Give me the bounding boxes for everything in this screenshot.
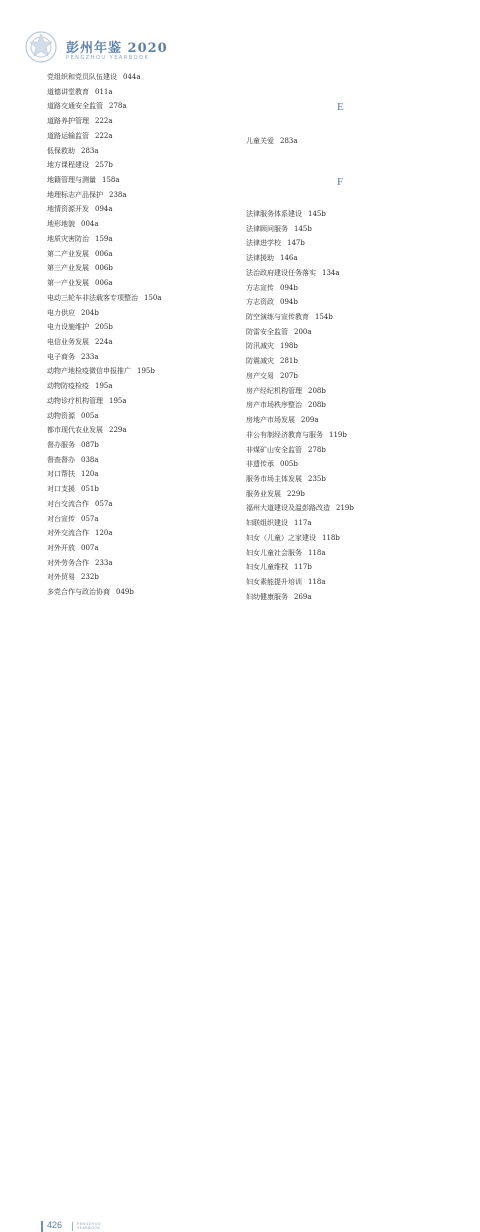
index-entry-page-code: 119b	[329, 430, 347, 439]
index-entry-term: 党组织和党员队伍建设	[47, 73, 117, 81]
index-entry-term: 督查督办	[47, 455, 75, 464]
index-entry	[47, 412, 99, 421]
index-entry-page-code: 011a	[95, 87, 113, 96]
index-entry-term: 妇女（儿童）之家建设	[246, 533, 316, 542]
index-entry	[47, 544, 99, 553]
index-entry-page-code: 233a	[95, 558, 113, 567]
index-entry-term: 对台宣传	[47, 514, 75, 523]
index-entry	[246, 578, 326, 587]
index-entry	[47, 588, 134, 597]
index-entry	[47, 470, 99, 479]
page-header-subtitle: PENGZHOU YEARBOOK	[66, 55, 150, 61]
index-entry-term: 房产经纪机构管理	[246, 386, 302, 395]
index-entry	[246, 504, 354, 513]
index-entry	[246, 269, 340, 278]
page-number: 426	[47, 1220, 63, 1230]
index-entry	[47, 397, 127, 406]
index-entry-page-code: 094a	[95, 205, 113, 214]
index-entry-term: 防雷安全监管	[246, 327, 288, 336]
index-entry-term: 电力设施维护	[47, 323, 89, 332]
index-entry-page-code: 147b	[287, 239, 305, 248]
index-entry	[47, 485, 99, 494]
index-entry-term: 地方课程建设	[47, 161, 89, 170]
index-entry-page-code: 200a	[294, 327, 312, 336]
index-entry-term: 第一产业发展	[47, 279, 89, 288]
index-entry-page-code: 049b	[116, 588, 134, 597]
index-entry	[47, 88, 113, 97]
index-entry-term: 动物产地检疫微信申报推广	[47, 367, 131, 376]
index-entry	[246, 254, 298, 263]
index-entry	[246, 460, 298, 469]
index-entry-page-code: 198b	[280, 342, 298, 351]
index-entry-term: 妇女儿童维权	[246, 563, 288, 572]
footer-yearbook-mark: PENGZHOU YEARBOOK	[77, 1222, 101, 1230]
index-entry	[47, 441, 99, 450]
index-entry-page-code: 159a	[95, 234, 113, 243]
index-entry-page-code: 195a	[109, 396, 127, 405]
index-entry-term: 对台交流合作	[47, 499, 89, 508]
index-entry-term: 地质灾害防治	[47, 234, 89, 243]
index-entry-term: 低保救助	[47, 146, 75, 155]
index-entry-term: 非遗传承	[246, 460, 274, 469]
index-entry	[47, 529, 113, 538]
index-entry	[246, 490, 305, 499]
index-entry	[246, 137, 298, 146]
index-entry-term: 都市现代农业发展	[47, 426, 103, 435]
index-entry-term: 房产交易	[246, 371, 274, 380]
index-entry	[47, 367, 155, 376]
index-entry	[246, 593, 312, 602]
index-entry-term: 法治政府建设任务落实	[246, 268, 316, 277]
index-entry	[47, 235, 113, 244]
index-entry	[246, 563, 312, 572]
index-entry	[47, 500, 113, 509]
index-entry	[47, 559, 113, 568]
index-entry-term: 妇女素能提升培训	[246, 578, 302, 586]
index-entry-term: 动物防疫检疫	[47, 382, 89, 391]
index-entry-page-code: 146a	[280, 254, 298, 263]
index-entry-page-code: 094b	[280, 283, 298, 292]
index-entry	[246, 239, 305, 248]
index-entry-page-code: 158a	[102, 176, 120, 185]
index-entry-page-code: 118a	[308, 578, 326, 586]
section-letter-f: F	[337, 176, 344, 188]
index-entry-page-code: 222a	[95, 131, 113, 140]
index-entry-term: 妇联组织建设	[246, 519, 288, 528]
index-entry-page-code: 094b	[280, 298, 298, 307]
index-entry	[47, 382, 113, 391]
index-entry-term: 方志宣传	[246, 283, 274, 292]
index-entry-term: 防汛减灾	[246, 342, 274, 351]
index-entry-term: 房产市场秩序整治	[246, 401, 302, 410]
index-entry-term: 非煤矿山安全监管	[246, 445, 302, 454]
index-entry-page-code: 195a	[95, 382, 113, 391]
index-entry	[47, 309, 99, 318]
index-entry-term: 对外贸易	[47, 573, 75, 582]
index-entry-page-code: 208b	[308, 401, 326, 410]
index-entry	[246, 549, 326, 558]
index-entry	[47, 147, 99, 156]
index-entry-page-code: 150a	[144, 293, 162, 302]
index-entry	[246, 475, 326, 484]
index-entry-page-code: 233a	[81, 352, 99, 361]
index-entry	[47, 132, 113, 141]
index-entry-term: 电信业务发展	[47, 337, 89, 346]
index-entry	[47, 353, 99, 362]
index-entry	[47, 573, 99, 582]
index-entry-page-code: 134a	[322, 268, 340, 277]
index-entry-page-code: 222a	[95, 117, 113, 126]
index-entry-page-code: 195b	[137, 367, 155, 376]
index-entry	[47, 426, 127, 435]
index-entry	[47, 456, 99, 465]
index-entry-page-code: 007a	[81, 544, 99, 553]
index-entry-page-code: 238a	[109, 190, 127, 199]
index-entry-page-code: 154b	[315, 313, 333, 322]
index-entry	[246, 298, 298, 307]
index-entry	[47, 264, 113, 273]
index-entry	[47, 279, 113, 288]
index-entry-page-code: 120a	[81, 470, 99, 479]
index-entry	[47, 176, 120, 185]
page-footer	[0, 610, 480, 1230]
index-entry-term: 多党合作与政治协商	[47, 588, 110, 597]
index-entry	[47, 250, 113, 259]
index-entry-page-code: 120a	[95, 529, 113, 538]
index-entry-page-code: 044a	[123, 73, 141, 81]
index-entry-page-code: 118a	[308, 548, 326, 557]
index-entry-term: 法律进学校	[246, 239, 281, 248]
index-entry-term: 地形地貌	[47, 220, 75, 229]
index-entry-page-code: 209a	[301, 416, 319, 425]
index-entry-term: 电子商务	[47, 352, 75, 361]
page-header	[0, 0, 480, 60]
index-entry-page-code: 038a	[81, 455, 99, 464]
index-entry-page-code: 229a	[109, 426, 127, 435]
index-entry-page-code: 278a	[109, 102, 127, 111]
index-entry-term: 防震减灾	[246, 357, 274, 366]
index-entry-term: 服务业发展	[246, 489, 281, 498]
index-entry	[246, 534, 340, 543]
index-entry	[47, 117, 113, 126]
footer-accent-bar	[41, 1221, 43, 1232]
index-entry-page-code: 269a	[294, 592, 312, 601]
index-entry-page-code: 232b	[81, 573, 99, 582]
index-entry-term: 电动三轮车非法载客专项整治	[47, 293, 138, 302]
index-entry-page-code: 006a	[95, 279, 113, 288]
index-entry	[246, 446, 326, 455]
index-entry-term: 防空演练与宣传教育	[246, 313, 309, 322]
index-entry-page-code: 205b	[95, 323, 113, 332]
index-entry-term: 对外交流合作	[47, 529, 89, 538]
index-entry	[246, 401, 326, 410]
index-entry	[246, 416, 319, 425]
index-entry	[246, 313, 333, 322]
index-entry-page-code: 005b	[280, 460, 298, 469]
index-entry	[246, 387, 326, 396]
index-entry	[47, 323, 113, 332]
footer-divider	[72, 1222, 73, 1231]
index-entry-term: 法律援助	[246, 254, 274, 263]
index-entry	[47, 73, 141, 82]
index-entry-page-code: 004a	[81, 220, 99, 229]
index-entry-term: 法律顾问服务	[246, 224, 288, 233]
index-entry-term: 服务市场主体发展	[246, 474, 302, 483]
index-entry-page-code: 204b	[81, 308, 99, 317]
index-entry-term: 第三产业发展	[47, 264, 89, 273]
index-entry-term: 房地产市场发展	[246, 416, 295, 425]
index-entry-term: 动物资源	[47, 411, 75, 420]
index-entry-page-code: 229b	[287, 489, 305, 498]
index-entry-page-code: 118b	[322, 533, 340, 542]
index-entry-page-code: 283a	[280, 137, 298, 145]
index-entry-term: 方志资政	[246, 298, 274, 307]
index-entry	[246, 284, 298, 293]
index-entry-page-code: 057a	[81, 514, 99, 523]
index-entry-term: 道路运输监管	[47, 131, 89, 140]
index-entry	[47, 191, 127, 200]
page-header-title: 彭州年鉴 2020	[66, 41, 168, 56]
index-entry-page-code: 219b	[336, 504, 354, 513]
index-entry	[47, 205, 113, 214]
index-entry-page-code: 283a	[81, 146, 99, 155]
index-entry-page-code: 051b	[81, 485, 99, 494]
index-entry-term: 对外劳务合作	[47, 558, 89, 567]
index-entry-term: 电力供应	[47, 308, 75, 317]
index-entry	[47, 220, 99, 229]
index-entry-term: 道路养护管理	[47, 117, 89, 126]
index-entry	[246, 210, 326, 219]
section-letter-e: E	[337, 101, 344, 113]
index-entry-term: 对外开放	[47, 544, 75, 553]
index-entry-term: 对口帮扶	[47, 470, 75, 479]
index-entry-term: 儿童关爱	[246, 137, 274, 145]
index-entry-page-code: 006b	[95, 264, 113, 273]
index-entry-page-code: 224a	[95, 337, 113, 346]
index-entry	[246, 357, 298, 366]
index-entry-term: 非公有制经济教育与服务	[246, 430, 323, 439]
index-entry-term: 对口支援	[47, 485, 75, 494]
index-entry-term: 妇幼健康服务	[246, 592, 288, 601]
index-entry-term: 道路交通安全监管	[47, 102, 103, 111]
index-entry	[246, 372, 298, 381]
index-entry-term: 地情资源开发	[47, 205, 89, 214]
index-entry-page-code: 281b	[280, 357, 298, 366]
index-entry	[47, 294, 162, 303]
index-entry-term: 地理标志产品保护	[47, 190, 103, 199]
index-entry-page-code: 145b	[294, 224, 312, 233]
index-entry	[47, 102, 127, 111]
index-entry-term: 动物诊疗机构管理	[47, 396, 103, 405]
index-entry-page-code: 257b	[95, 161, 113, 170]
index-entry-page-code: 087b	[81, 441, 99, 449]
index-entry	[47, 161, 113, 170]
index-entry-term: 第二产业发展	[47, 249, 89, 258]
yearbook-emblem-icon	[24, 30, 58, 64]
index-entry-page-code: 145b	[308, 210, 326, 218]
index-entry	[246, 225, 312, 234]
index-entry-page-code: 057a	[95, 499, 113, 508]
index-entry-term: 道德讲堂教育	[47, 87, 89, 96]
index-entry-term: 妇女儿童社会服务	[246, 548, 302, 557]
index-entry-page-code: 208b	[308, 386, 326, 395]
index-entry	[246, 342, 298, 351]
index-entry-term: 福州大道建设及温彭路改造	[246, 504, 330, 513]
index-entry-page-code: 117a	[294, 519, 312, 528]
index-entry-term: 法律服务体系建设	[246, 210, 302, 218]
index-entry-page-code: 117b	[294, 563, 312, 572]
index-entry-page-code: 006a	[95, 249, 113, 258]
index-entry	[246, 519, 312, 528]
index-entry	[246, 328, 312, 337]
index-entry-page-code: 005a	[81, 411, 99, 420]
index-entry	[47, 515, 99, 524]
index-entry-page-code: 278b	[308, 445, 326, 454]
index-entry	[47, 338, 113, 347]
index-entry-page-code: 235b	[308, 474, 326, 483]
index-entry-term: 地籍管理与测量	[47, 176, 96, 185]
index-entry-term: 督办服务	[47, 441, 75, 449]
index-entry	[246, 431, 347, 440]
index-entry-page-code: 207b	[280, 371, 298, 380]
